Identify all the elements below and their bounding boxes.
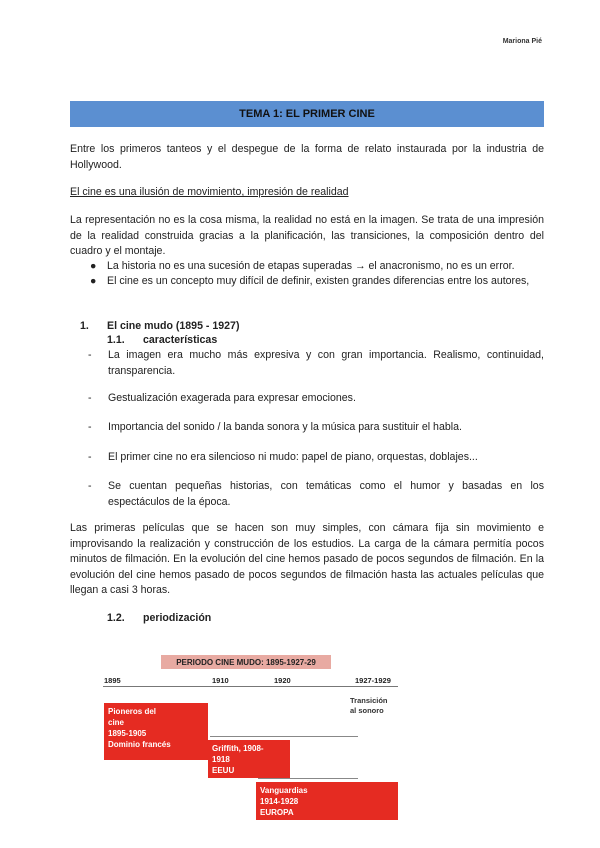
document-title: TEMA 1: EL PRIMER CINE xyxy=(70,101,544,127)
list-item xyxy=(88,348,544,379)
period-box-vanguards xyxy=(256,782,398,820)
period-box-pioneers xyxy=(104,703,208,760)
intro-paragraph: Entre los primeros tanteos y el despegue de la forma de relato instaurada por la industria de Hollywood. xyxy=(70,143,544,171)
timeline-tick: 1895 xyxy=(104,676,121,685)
box-line: 1914-1928 xyxy=(260,797,299,806)
list-item-text: Se cuentan pequeñas historias, con temáticas como el humor y basadas en los espectáculos de la época. xyxy=(108,480,544,508)
section-1-title: El cine mudo (1895 - 1927) xyxy=(107,320,240,332)
dash-marker: - xyxy=(88,392,92,404)
box-line: Vanguardias xyxy=(260,786,308,795)
list-item xyxy=(88,391,544,407)
section-1-number: 1. xyxy=(80,320,89,332)
list-item-text: El primer cine no era silencioso ni mudo: papel de piano, orquestas, doblajes... xyxy=(108,451,478,463)
dash-marker: - xyxy=(88,451,92,463)
author-name: Mariona Pié xyxy=(502,38,542,45)
timeline-tick: 1920 xyxy=(274,676,291,685)
dash-marker: - xyxy=(88,421,92,433)
timeline-arrow xyxy=(258,778,358,779)
list-item xyxy=(88,450,544,466)
dash-marker: - xyxy=(88,349,92,361)
timeline-title: PERIODO CINE MUDO: 1895-1927-29 xyxy=(161,655,331,669)
box-line: 1895-1905 xyxy=(108,729,147,738)
bullet-icon: ● xyxy=(90,275,97,287)
timeline-tick: 1927-1929 xyxy=(355,676,391,685)
dash-marker: - xyxy=(88,480,92,492)
period-box-griffith xyxy=(208,740,290,778)
section-1-2-title: periodización xyxy=(143,612,212,624)
box-line: cine xyxy=(108,718,125,727)
section-1-2-number: 1.2. xyxy=(107,612,125,624)
paragraph-first-films: Las primeras películas que se hacen son muy simples, con cámara fija sin movimiento e improvisando la realización y construcción de los estudios. La carga de la cámara permitía pocos minutos de filmación. En la evolución del cine hemos pasado de pocos segundos de filmación. En la evolución del cine hemos pasado de pocos segundos de filmación hasta las actuales películas que llegan a casi 3 horas. xyxy=(70,522,544,596)
paragraph-representation: La representación no es la cosa misma, la realidad no está en la imagen. Se trata de una impresión de la realidad construida gracias a la planificación, las transiciones, la composición dentro del cuadro y el montaje. xyxy=(70,214,544,257)
bullet-item xyxy=(90,259,544,275)
list-item xyxy=(88,420,544,436)
timeline-tick: 1910 xyxy=(212,676,229,685)
bullet-item xyxy=(90,274,544,290)
box-line: Griffith, 1908- xyxy=(212,744,264,753)
list-item-text: Importancia del sonido / la banda sonora y la música para sustituir el habla. xyxy=(108,421,462,433)
timeline-arrow xyxy=(210,736,358,737)
box-line: Dominio francés xyxy=(108,740,171,749)
bullet-icon: ● xyxy=(90,260,97,272)
subtitle: El cine es una ilusión de movimiento, impresión de realidad xyxy=(70,186,349,198)
list-item-text: Gestualización exagerada para expresar emociones. xyxy=(108,392,356,404)
transition-line: Transición xyxy=(350,696,388,705)
section-1-1-title: características xyxy=(143,334,218,346)
box-line: Pioneros del xyxy=(108,707,157,716)
transition-line: al sonoro xyxy=(350,706,384,715)
bullet-text: La historia no es una sucesión de etapas superadas → el anacronismo, no es un error. xyxy=(107,260,515,272)
box-line: 1918 xyxy=(212,755,230,764)
timeline-axis xyxy=(103,686,398,687)
box-line: EEUU xyxy=(212,766,235,775)
section-1-1-number: 1.1. xyxy=(107,334,125,346)
box-line: EUROPA xyxy=(260,808,294,817)
bullet-text: El cine es un concepto muy difícil de definir, existen grandes diferencias entre los autores, xyxy=(107,275,530,287)
list-item-text: La imagen era mucho más expresiva y con gran importancia. Realismo, continuidad, transparencia. xyxy=(108,349,544,377)
transition-label xyxy=(350,696,388,716)
list-item xyxy=(88,479,544,510)
